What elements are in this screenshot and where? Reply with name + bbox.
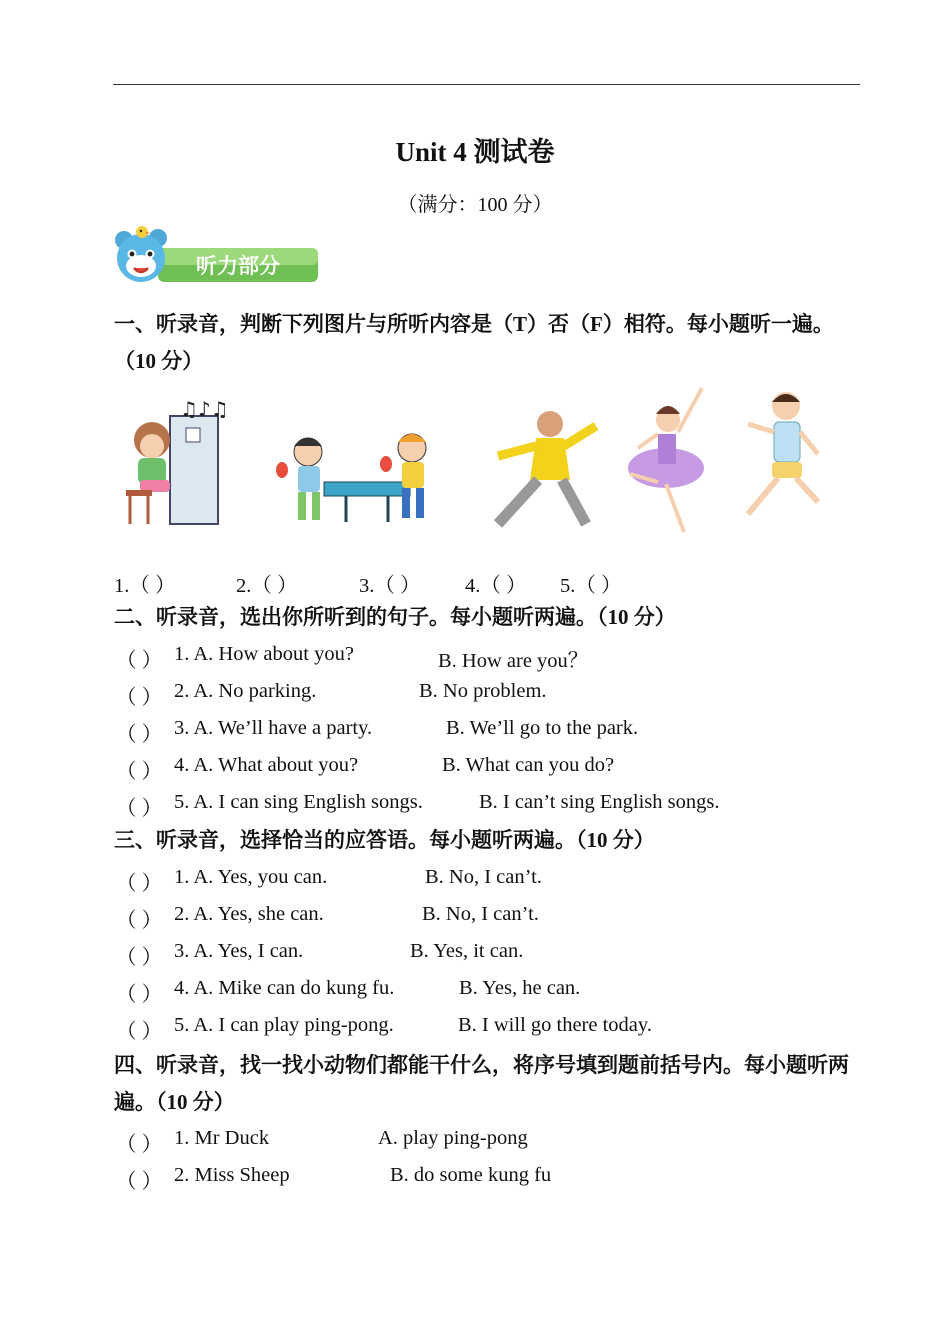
option-b: B. No problem. [419, 680, 547, 702]
option-b: B. No, I can’t. [422, 903, 539, 925]
answer-bracket[interactable]: （ ） [116, 873, 163, 895]
option-b: B. We’ll go to the park. [446, 717, 639, 739]
section2-heading: 二、听录音，选出你所听到的句子。每小题听两遍。（10 分） [114, 605, 676, 629]
answer-blank-5[interactable]: 5.（ ） [560, 575, 622, 597]
option-a: 5. A. I can play ping-pong. [174, 1014, 394, 1036]
option-a: 3. A. We’ll have a party. [174, 717, 373, 739]
answer-bracket[interactable]: （ ） [116, 1134, 163, 1156]
section3-heading: 三、听录音，选择恰当的应答语。每小题听两遍。（10 分） [114, 828, 655, 852]
answer-bracket[interactable]: （ ） [116, 984, 163, 1006]
picture-piano [126, 397, 229, 524]
answer-bracket[interactable]: （ ） [116, 947, 163, 969]
svg-text:听力部分: 听力部分 [196, 254, 280, 278]
listening-badge [112, 226, 322, 288]
mascot-icon [112, 226, 322, 288]
option-b: B. No, I can’t. [425, 866, 542, 888]
answer-bracket[interactable]: （ ） [116, 1021, 163, 1043]
answer-bracket[interactable]: （ ） [116, 650, 163, 672]
animal-name: 1. Mr Duck [174, 1127, 270, 1149]
activity-option: B. do some kung fu [390, 1164, 552, 1186]
page-subtitle: （满分：100 分） [397, 194, 553, 216]
answer-blank-2[interactable]: 2.（ ） [236, 575, 298, 597]
section1-heading: 一、听录音，判断下列图片与所听内容是（T）否（F）相符。每小题听一遍。（10 分） [114, 312, 834, 373]
svg-text:♫♪♫: ♫♪♫ [180, 397, 229, 421]
option-b: B. How are you？ [438, 650, 589, 672]
answer-bracket[interactable]: （ ） [116, 1171, 163, 1193]
option-a: 4. A. Mike can do kung fu. [174, 977, 395, 999]
section4-heading: 四、听录音，找一找小动物们都能干什么，将序号填到题前括号内。每小题听两遍。（10 分） [114, 1053, 849, 1114]
option-b: B. What can you do? [442, 754, 615, 776]
answer-blank-3[interactable]: 3.（ ） [359, 575, 421, 597]
option-b: B. Yes, he can. [459, 977, 581, 999]
answer-bracket[interactable]: （ ） [116, 798, 163, 820]
answer-bracket[interactable]: （ ） [116, 910, 163, 932]
answer-bracket[interactable]: （ ） [116, 761, 163, 783]
picture-kung-fu [498, 411, 596, 524]
option-a: 5. A. I can sing English songs. [174, 791, 423, 813]
answer-blank-4[interactable]: 4.（ ） [465, 575, 527, 597]
option-a: 2. A. No parking. [174, 680, 317, 702]
option-a: 4. A. What about you? [174, 754, 359, 776]
option-a: 3. A. Yes, I can. [174, 940, 304, 962]
option-a: 1. A. Yes, you can. [174, 866, 328, 888]
picture-running [748, 392, 818, 514]
picture-ping-pong [276, 434, 426, 522]
option-b: B. I will go there today. [458, 1014, 652, 1036]
option-a: 1. A. How about you? [174, 643, 354, 665]
activity-option: A. play ping-pong [378, 1127, 528, 1149]
answer-bracket[interactable]: （ ） [116, 724, 163, 746]
picture-dancing [628, 388, 704, 532]
page-title: Unit 4 测试卷 [395, 137, 555, 167]
answer-bracket[interactable]: （ ） [116, 687, 163, 709]
option-b: B. I can’t sing English songs. [479, 791, 720, 813]
header-rule [113, 84, 860, 85]
option-a: 2. A. Yes, she can. [174, 903, 324, 925]
animal-name: 2. Miss Sheep [174, 1164, 290, 1186]
answer-blank-1[interactable]: 1.（ ） [114, 575, 176, 597]
option-b: B. Yes, it can. [410, 940, 524, 962]
section1-pictures [118, 384, 828, 544]
